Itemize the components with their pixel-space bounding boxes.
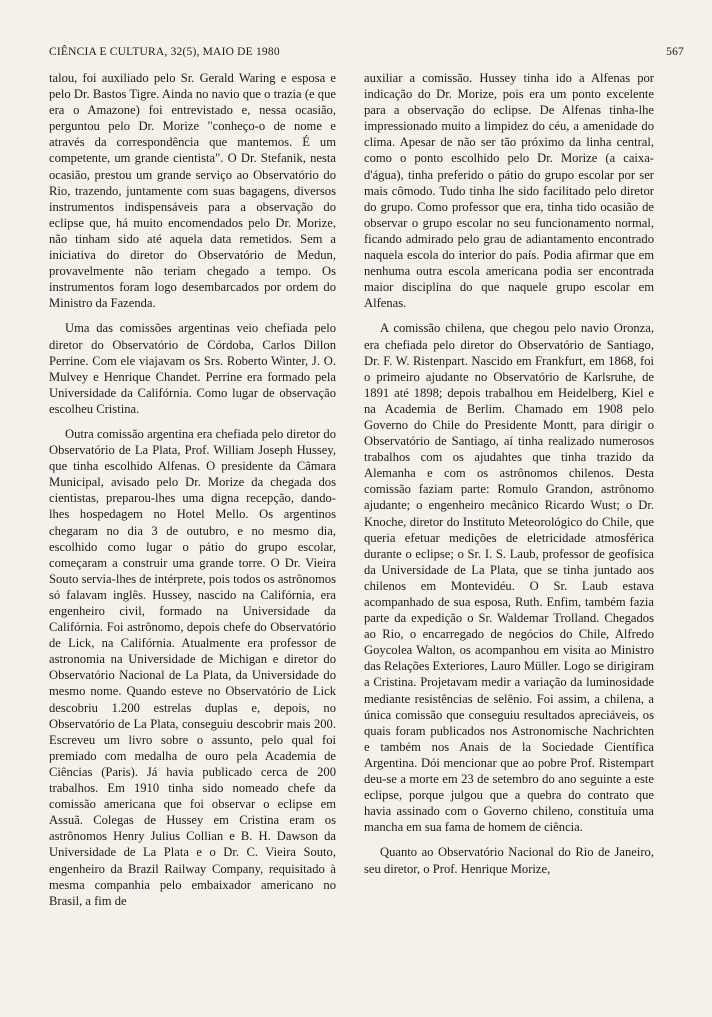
paragraph: Quanto ao Observatório Nacional do Rio de Janeiro, seu diretor, o Prof. Henrique Morize, [364,845,654,876]
paragraph: Outra comissão argentina era chefiada pelo diretor do Observatório de La Plata, Prof. William Joseph Hussey, que tinha escolhido Alfenas. O presidente da Câmara Municipal, avisado pelo Dr. Morize da chegada dos cientistas, preparou-lhes uma digna recepção, dando-lhes hospedagem no Hotel Mello. Os argentinos chegaram no dia 3 de outubro, e no mesmo dia, escolhido como lugar o pátio do grupo escolar, começaram a construir uma grande torre. O Dr. Vieira Souto servia-lhes de intérprete, pois todos os astrônomos só falavam inglês. Hussey, nascido na Califórnia, era engenheiro civil, formado na Universidade da Califórnia. Foi astrônomo, depois chefe do Observatório de Lick, na Califórnia. Atualmente era professor de astronomia na Universidade de Michigan e diretor do Observatório Nacional de La Plata, da Universidade do mesmo nome. Quando esteve no Observatório de Lick descobriu 1.200 estrelas duplas e, depois, no Observatório de La Plata, conseguiu descobrir mais 200. Escreveu um livro sobre o assunto, pelo qual foi premiado com medalha de ouro pela Academia de Ciências (Paris). Já havia publicado cerca de 200 trabalhos. Em 1910 tinha sido nomeado chefe da comissão americana que foi observar o eclipse em Assuã. Colegas de Hussey em Cristina eram os astrônomos Henry Julius Collian e B. H. Dawson da Universidade de La Plata e o Dr. C. Vieira Souto, engenheiro da Brazil Railway Company, requisitado à mesma companhia pelo embaixador americano no Brasil, a fim de [49,426,336,908]
journal-citation: CIÊNCIA E CULTURA, 32(5), MAIO DE 1980 [49,46,280,58]
right-column [364,70,654,877]
page-number: 567 [666,46,684,58]
paragraph: auxiliar a comissão. Hussey tinha ido a Alfenas por indicação do Dr. Morize, pois era um ponto excelente para a observação do eclipse. De Alfenas tinha-lhe impressionado muito a limpidez do céu, a amenidade do clima. Apesar de não ser tão próximo da linha central, como o ponto escolhido pelo Dr. Morize (a caixa-d'água), tinha preferido o pátio do grupo escolar por ser mais cômodo. Tudo tinha lhe sido facilitado pelo diretor do grupo. Como professor que era, tinha tido ocasião de observar o grupo escolar no seu funcionamento normal, ficando admirado pelo grau de adiantamento encontrado naquela escola do interior do país. Podia afirmar que em nenhuma outra escola americana podia ser encontrada maior disciplina do que naquele grupo escolar em Alfenas. [364,71,654,311]
left-column [49,70,336,909]
running-header [49,46,684,58]
paragraph: talou, foi auxiliado pelo Sr. Gerald Waring e esposa e pelo Dr. Bastos Tigre. Ainda no navio que o trazia (e que era o Amazone) foi entrevistado e, nessa ocasião, perguntou pelo Dr. Morize "conheço-o de nome e através da correspondência que mantemos. É um competente, um grande cientista". O Dr. Stefanik, nesta ocasião, prestou um grande serviço ao Observatório do Rio, trazendo, juntamente com suas bagagens, diversos instrumentos indispensáveis para a observação do eclipse que, há muito encomendados pelo Dr. Morize, não tinham sido até aquela data remetidos. Sem a iniciativa do diretor do Observatório de Medun, provavelmente não teriam chegado a tempo. Os instrumentos foram logo desembarcados por ordem do Ministro da Fazenda. [49,71,336,311]
paragraph: A comissão chilena, que chegou pelo navio Oronza, era chefiada pelo diretor do Observatório de Santiago, Dr. F. W. Ristenpart. Nascido em Frankfurt, em 1868, foi o primeiro ajudante no Observatório de Karlsruhe, de 1891 até 1898; depois trabalhou em Heidelberg, Kiel e na Academia de Berlim. Chamado em 1908 pelo Governo do Chile do Presidente Montt, para dirigir o Observatório de Santiago, aí tinha realizado numerosos trabalhos com os ajudahtes que tinha trazido da Alemanha e com os astrônomos chilenos. Desta comissão faziam parte: Romulo Grandon, astrônomo ajudante; o engenheiro mecânico Ricardo Wust; o Dr. Knoche, diretor do Instituto Meteorológico do Chile, que queria efetuar medições de eletricidade atmosférica durante o eclipse; o Sr. I. S. Laub, professor de geofísica da Universidade de La Plata, que se tinha juntado aos chilenos em Montevidéu. O Sr. Laub estava acompanhado de sua esposa, Ruth. Enfim, também fazia parte da expedição o Sr. Waldemar Trolland. Chegados ao Rio, o encarregado de negócios do Chile, Alfredo Goycolea Walton, os acompanhou em visita ao Ministro das Relações Exteriores, Lauro Müller. Logo se dirigiram a Cristina. Projetavam medir a variação da luminosidade mediante resistências de selênio. Foi assim, a chilena, a única comissão que conseguiu resultados apreciáveis, os quais foram publicados nos Astronomische Nachrichten e também nos Anais de la Sociedade Científica Argentina. Dói mencionar que ao pobre Prof. Ristempart deu-se a morte em 23 de setembro do ano seguinte a este eclipse, porque julgou que a quebra do contrato que havia assinado com o Governo chileno, constituía uma mancha em sua fama de homem de ciência. [364,321,654,835]
paragraph: Uma das comissões argentinas veio chefiada pelo diretor do Observatório de Córdoba, Carlos Dillon Perrine. Com ele viajavam os Srs. Roberto Winter, J. O. Mulvey e Henrique Chandet. Perrine era formado pela Universidade da Califórnia. Como lugar de observação escolheu Cristina. [49,321,336,416]
